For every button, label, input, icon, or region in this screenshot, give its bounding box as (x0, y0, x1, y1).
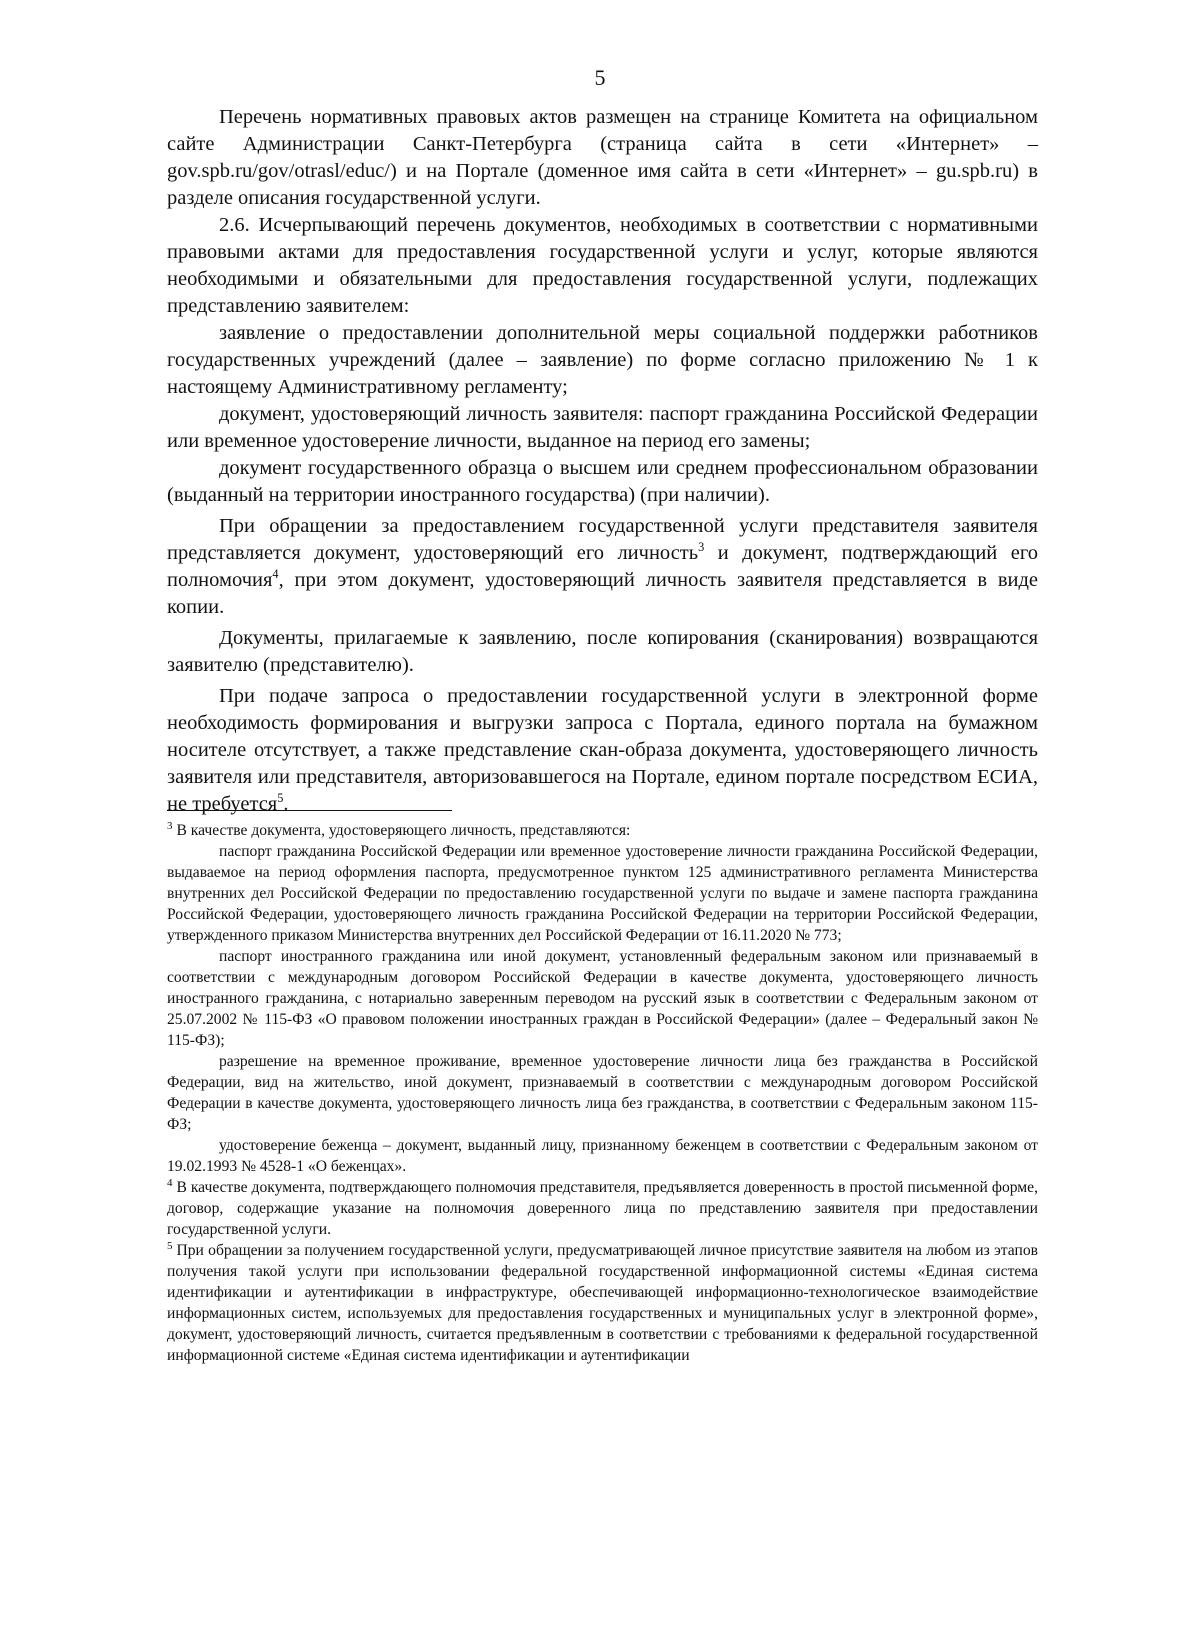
paragraph-electronic-request (167, 683, 1038, 818)
representative-text-3: , при этом документ, удостоверяющий личность заявителя представляется в виде копии. (167, 569, 1038, 618)
footnote-ref-4: 4 (272, 567, 279, 582)
footnote-3-item: разрешение на временное проживание, временное удостоверение личности лица без гражданства в Российской Федерации, вид на жительство, иной документ, признаваемый в соответствии с международным договором Российской Федерации в качестве документа, удостоверяющего личность лица без гражданства, в соответствии с Федеральным законом 115-ФЗ; (167, 1053, 1038, 1133)
paragraph-application: заявление о предоставлении дополнительной меры социальной поддержки работников государственных учреждений (далее – заявление) по форме согласно приложению № 1 к настоящему Административному регламенту; (167, 322, 1038, 398)
page-number: 5 (594, 65, 606, 90)
footnote-4-text: В качестве документа, подтверждающего полномочия представителя, предъявляется доверенность в простой письменной форме, договор, содержащие указание на полномочия доверенного лица по представлению заявителя при предоставлении государственной услуги. (167, 1179, 1038, 1238)
paragraph-2-6: 2.6. Исчерпывающий перечень документов, необходимых в соответствии с нормативными правовыми актами для предоставления государственной услуги и услуг, которые являются необходимыми и обязательными для предоставления государственной услуги, подлежащих представлению заявителем: (167, 214, 1038, 317)
paragraph-identity-document: документ, удостоверяющий личность заявителя: паспорт гражданина Российской Федерации или временное удостоверение личности, выданное на период его замены; (167, 403, 1038, 452)
representative-text-2: и документ, подтверждающий его полномочия (167, 542, 1038, 591)
footnotes (167, 820, 1038, 1366)
document-body (167, 104, 1038, 818)
footnote-3-item: паспорт гражданина Российской Федерации или временное удостоверение личности гражданина Российской Федерации, выдаваемое на период оформления паспорта, предусмотренное пунктом 125 административного регламента Министерства внутренних дел Российской Федерации по предоставлению государственной услуги по выдаче и замене паспорта гражданина Российской Федерации, удостоверяющего личность гражданина Российской Федерации на территории Российской Федерации, утвержденного приказом Министерства внутренних дел Российской Федерации от 16.11.2020 № 773; (167, 843, 1038, 944)
representative-text-1: При обращении за предоставлением государственной услуги представителя заявителя представляется документ, удостоверяющий его личность (167, 515, 1038, 564)
paragraph-representative (167, 513, 1038, 621)
footnote-ref-3: 3 (698, 540, 705, 555)
electronic-request-end: . (283, 793, 289, 815)
footnote-3-item: удостоверение беженца – документ, выданный лицу, признанному беженцем в соответствии с Федеральным законом от 19.02.1993 № 4528-1 «О беженцах». (167, 1137, 1038, 1175)
paragraph-documents-return: Документы, прилагаемые к заявлению, после копирования (сканирования) возвращаются заявителю (представителю). (167, 627, 1038, 676)
footnote-3-item: паспорт иностранного гражданина или иной документ, установленный федеральным законом или признаваемый в соответствии с международным договором Российской Федерации в качестве документа, удостоверяющего личность иностранного гражданина, с нотариально заверенным переводом на русский язык в соответствии с Федеральным законом от 25.07.2002 № 115-ФЗ «О правовом положении иностранных граждан в Российской Федерации» (далее – Федеральный закон № 115-ФЗ); (167, 948, 1038, 1049)
electronic-request-text: При подаче запроса о предоставлении государственной услуги в электронной форме необходимость формирования и выгрузки запроса с Портала, единого портала на бумажном носителе отсутствует, а также представление скан-образа документа, удостоверяющего личность заявителя или представителя, авторизовавшегося на Портале, едином портале посредством ЕСИА, не требуется (167, 685, 1038, 815)
footnote-5 (167, 1240, 1038, 1366)
paragraph-npa-list: Перечень нормативных правовых актов размещен на странице Комитета на официальном сайте Администрации Санкт-Петербурга (страница сайта в сети «Интернет» – gov.spb.ru/gov/otrasl/educ/) и на Портале (доменное имя сайта в сети «Интернет» – gu.spb.ru) в разделе описания государственной услуги. (167, 106, 1038, 209)
footnote-4 (167, 1177, 1038, 1240)
footnote-3-heading (167, 820, 1038, 841)
paragraph-education-document: документ государственного образца о высшем или среднем профессиональном образовании (выданный на территории иностранного государства) (при наличии). (167, 457, 1038, 506)
footnote-separator (167, 810, 452, 811)
footnote-ref-5: 5 (277, 791, 284, 806)
footnote-mark-3: 3 (167, 819, 173, 832)
footnote-mark-5: 5 (167, 1239, 173, 1252)
footnote-mark-4: 4 (167, 1176, 173, 1189)
footnote-3-heading-text: В качестве документа, удостоверяющего личность, представляются: (176, 822, 631, 839)
footnote-5-text: При обращении за получением государственной услуги, предусматривающей личное присутствие заявителя на любом из этапов получения такой услуги при использовании федеральной государственной информационной системы «Единая система идентификации и аутентификации в инфраструктуре, обеспечивающей информационно-технологическое взаимодействие информационных систем, используемых для предоставления государственных и муниципальных услуг в электронной форме», документ, удостоверяющий личность, считается предъявленным в соответствии с требованиями к федеральной государственной информационной системе «Единая система идентификации и аутентификации (167, 1242, 1038, 1364)
